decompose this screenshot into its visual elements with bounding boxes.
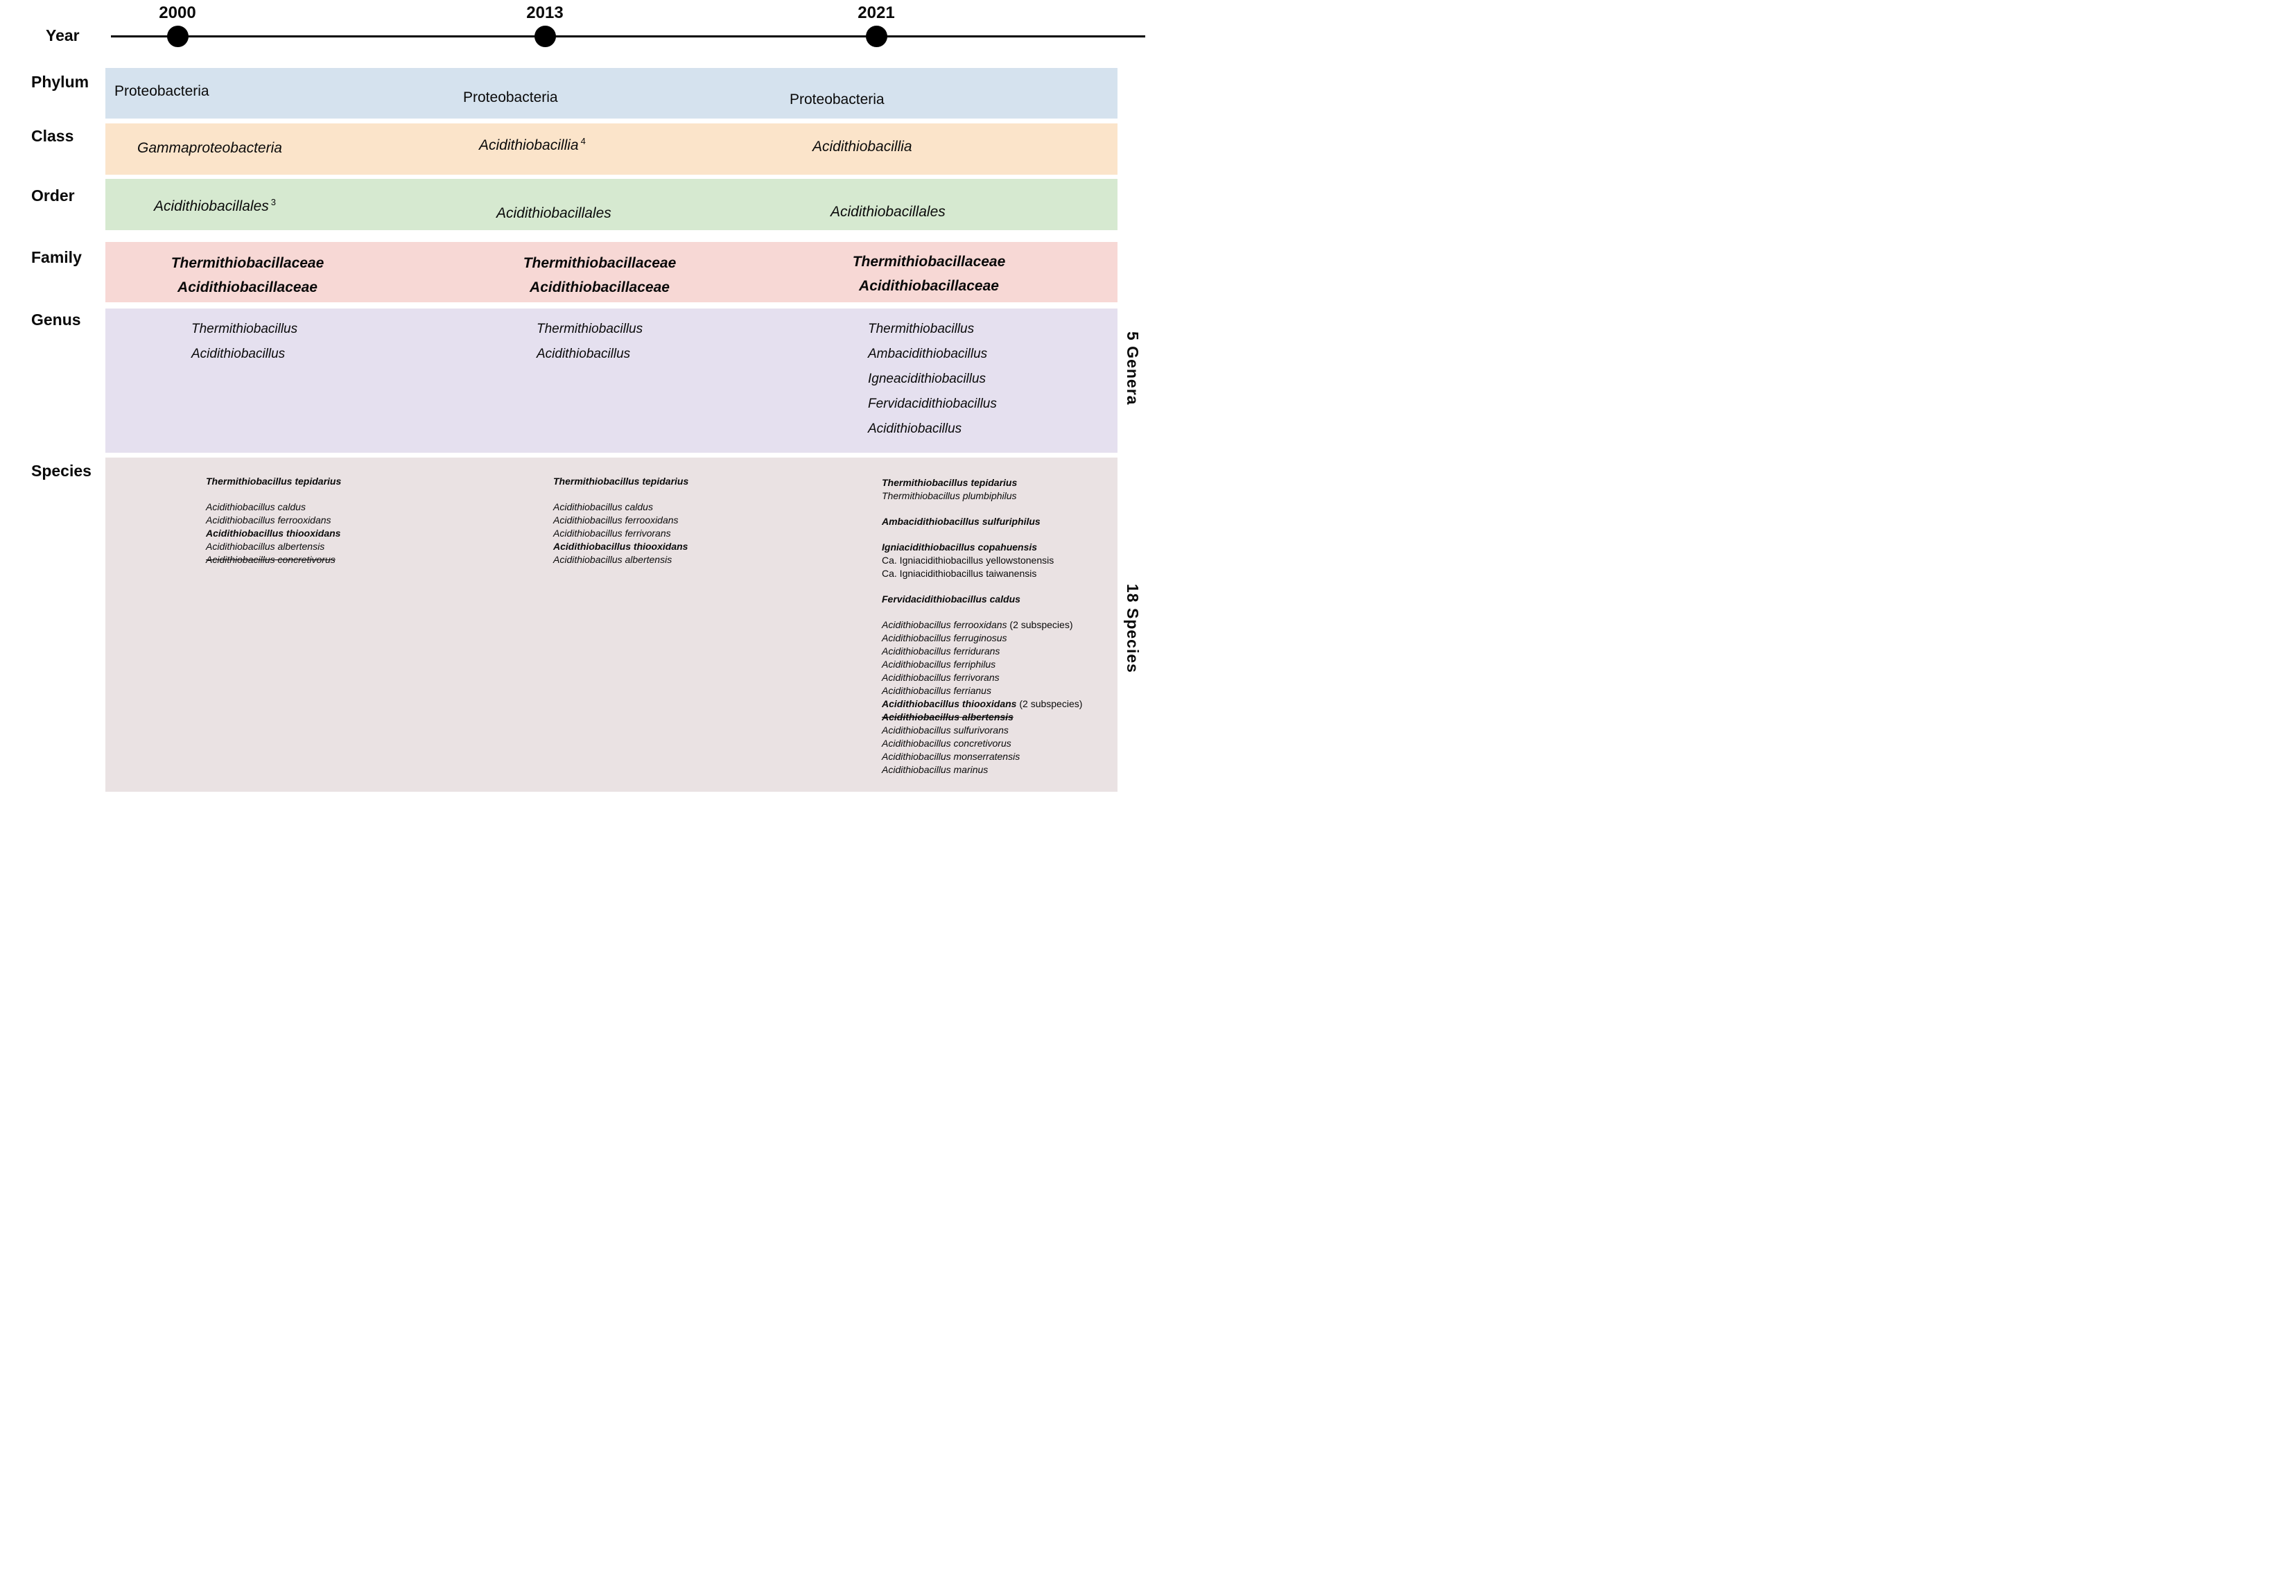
taxon-line: Thermithiobacillus — [191, 322, 298, 336]
taxon-line: Acidithiobacillus — [868, 422, 962, 436]
taxon-line — [882, 711, 1082, 724]
family-name: Thermithiobacillaceae — [523, 255, 677, 271]
taxon-name: Ambacidithiobacillus sulfuriphilus — [882, 516, 1041, 527]
taxon-line — [882, 567, 1082, 580]
taxon-name: Acidithiobacillus ferrooxidans — [206, 514, 331, 526]
taxon-line — [882, 489, 1082, 503]
taxon-name: Acidithiobacillus thiooxidans — [553, 541, 688, 552]
taxon-line — [206, 540, 341, 553]
family-name: Acidithiobacillaceae — [859, 278, 999, 294]
class-name: Acidithiobacillia — [479, 137, 579, 153]
spacer — [882, 580, 1082, 593]
taxon-name: Acidithiobacillus thiooxidans — [882, 698, 1017, 709]
class-name: Gammaproteobacteria — [137, 140, 282, 156]
taxon-name: Acidithiobacillus albertensis — [206, 541, 325, 552]
taxon-line — [882, 763, 1082, 777]
taxon-name: Acidithiobacillus ferriphilus — [882, 659, 996, 670]
taxon-line — [206, 514, 341, 527]
spacer — [553, 488, 688, 501]
taxon-line — [553, 553, 688, 566]
taxon-line — [882, 645, 1082, 658]
taxon-line — [882, 697, 1082, 711]
taxon-line — [882, 658, 1082, 671]
year-label-2013: 2013 — [526, 3, 564, 22]
taxon-name: Acidithiobacillus monserratensis — [882, 751, 1020, 762]
row-label-class: Class — [31, 127, 74, 145]
taxon-name: Acidithiobacillus ferrooxidans — [882, 619, 1007, 630]
year-label-2021: 2021 — [858, 3, 895, 22]
taxon-name: Acidithiobacillus ferrivorans — [553, 528, 671, 539]
timeline-dot-2021 — [866, 26, 887, 47]
species-list-2013 — [553, 475, 688, 566]
taxon-name: Acidithiobacillus ferrianus — [882, 685, 991, 696]
superscript: 3 — [270, 197, 276, 207]
order-name: Acidithiobacillales — [830, 204, 946, 220]
taxon-line — [882, 515, 1082, 528]
taxon-line — [882, 593, 1082, 606]
row-label-family: Family — [31, 248, 82, 266]
timeline-dot-2013 — [534, 26, 556, 47]
timeline-axis — [111, 35, 1145, 37]
timeline-dot-2000 — [167, 26, 189, 47]
taxon-name: Acidithiobacillus ferrivorans — [882, 672, 1000, 683]
taxon-line — [553, 527, 688, 540]
taxon-line: Thermithiobacillus — [868, 322, 975, 336]
taxon-line — [553, 514, 688, 527]
family-name: Acidithiobacillaceae — [177, 279, 318, 295]
family-entry-2013 — [485, 251, 714, 300]
taxon-line — [553, 540, 688, 553]
genera-count-label: 5 Genera — [1124, 331, 1142, 406]
genus-list-2013 — [537, 317, 643, 367]
row-label-genus: Genus — [31, 311, 81, 329]
taxon-name: Thermithiobacillus tepidarius — [553, 476, 689, 487]
taxon-line — [882, 554, 1082, 567]
species-list-2021 — [882, 476, 1082, 777]
year-label-2000: 2000 — [159, 3, 196, 22]
taxon-line: Thermithiobacillus — [537, 322, 643, 336]
order-name: Acidithiobacillales — [496, 205, 611, 221]
genus-list-2021 — [868, 317, 997, 442]
family-band — [105, 242, 1117, 302]
taxon-line: Fervidacidithiobacillus — [868, 397, 997, 411]
class-entry-2021 — [812, 137, 914, 155]
class-entry-2013 — [479, 136, 586, 154]
taxon-line — [882, 476, 1082, 489]
taxon-name: Igniacidithiobacillus copahuensis — [882, 541, 1038, 553]
taxon-line: Acidithiobacillus — [537, 347, 631, 361]
taxon-line: Ambacidithiobacillus — [868, 347, 988, 361]
taxon-name: Acidithiobacillus caldus — [206, 501, 306, 512]
order-entry-2013 — [496, 204, 614, 222]
taxon-name: Acidithiobacillus concretivorus — [882, 738, 1011, 749]
order-entry-2000 — [154, 197, 276, 215]
taxon-name: Acidithiobacillus marinus — [882, 764, 989, 775]
taxon-line — [882, 671, 1082, 684]
order-name: Acidithiobacillales — [154, 198, 269, 214]
phylum-entry-2013: Proteobacteria — [463, 89, 558, 105]
taxon-line — [882, 737, 1082, 750]
taxon-name: Acidithiobacillus albertensis — [553, 554, 672, 565]
row-label-phylum: Phylum — [31, 73, 89, 91]
family-entry-2021 — [815, 250, 1043, 298]
row-label-order: Order — [31, 187, 75, 205]
class-name: Acidithiobacillia — [812, 139, 912, 155]
taxon-line — [206, 475, 341, 488]
taxon-name: Ca. Igniacidithiobacillus yellowstonensis — [882, 555, 1054, 566]
genus-band — [105, 309, 1117, 453]
taxon-line — [206, 527, 341, 540]
species-list-2000 — [206, 475, 341, 566]
taxon-line — [882, 684, 1082, 697]
species-band — [105, 458, 1117, 792]
class-band — [105, 123, 1117, 175]
taxon-line — [882, 750, 1082, 763]
spacer — [882, 503, 1082, 515]
superscript: 4 — [580, 136, 586, 146]
taxon-line — [206, 501, 341, 514]
taxon-suffix: (2 subspecies) — [1007, 619, 1073, 630]
taxon-name: Acidithiobacillus sulfurivorans — [882, 725, 1009, 736]
taxon-name: Acidithiobacillus ferrooxidans — [553, 514, 679, 526]
class-entry-2000 — [137, 139, 284, 157]
order-entry-2021 — [830, 202, 948, 220]
spacer — [882, 606, 1082, 618]
taxon-line — [882, 724, 1082, 737]
phylum-entry-2000: Proteobacteria — [114, 83, 209, 99]
taxon-name: Acidithiobacillus albertensis — [882, 711, 1014, 722]
taxon-suffix: (2 subspecies) — [1016, 698, 1083, 709]
family-entry-2000 — [133, 251, 362, 300]
taxon-name: Acidithiobacillus ferruginosus — [882, 632, 1007, 643]
genus-list-2000 — [191, 317, 297, 367]
spacer — [882, 528, 1082, 541]
species-count-label: 18 Species — [1124, 584, 1142, 673]
taxon-line: Acidithiobacillus — [191, 347, 286, 361]
taxon-name: Acidithiobacillus caldus — [553, 501, 653, 512]
taxon-name: Fervidacidithiobacillus caldus — [882, 593, 1020, 605]
taxon-line — [553, 475, 688, 488]
taxon-name: Thermithiobacillus tepidarius — [206, 476, 342, 487]
taxon-line — [882, 632, 1082, 645]
taxon-name: Thermithiobacillus tepidarius — [882, 477, 1018, 488]
taxon-line — [882, 618, 1082, 632]
taxon-name: Acidithiobacillus ferridurans — [882, 645, 1000, 657]
taxon-line — [206, 553, 341, 566]
family-name: Thermithiobacillaceae — [171, 255, 324, 271]
phylum-entry-2021: Proteobacteria — [790, 92, 885, 107]
taxon-line: Igneacidithiobacillus — [868, 372, 986, 386]
taxonomy-timeline-figure — [0, 0, 1148, 798]
taxon-name: Thermithiobacillus plumbiphilus — [882, 490, 1017, 501]
row-label-species: Species — [31, 462, 92, 480]
spacer — [206, 488, 341, 501]
taxon-line — [553, 501, 688, 514]
family-name: Acidithiobacillaceae — [530, 279, 670, 295]
taxon-line — [882, 541, 1082, 554]
taxon-name: Ca. Igniacidithiobacillus taiwanensis — [882, 568, 1037, 579]
order-band — [105, 179, 1117, 230]
taxon-name: Acidithiobacillus thiooxidans — [206, 528, 341, 539]
family-name: Thermithiobacillaceae — [852, 254, 1006, 270]
phylum-band — [105, 68, 1117, 119]
taxon-name: Acidithiobacillus concretivorus — [206, 554, 336, 565]
year-row-label: Year — [46, 26, 80, 44]
